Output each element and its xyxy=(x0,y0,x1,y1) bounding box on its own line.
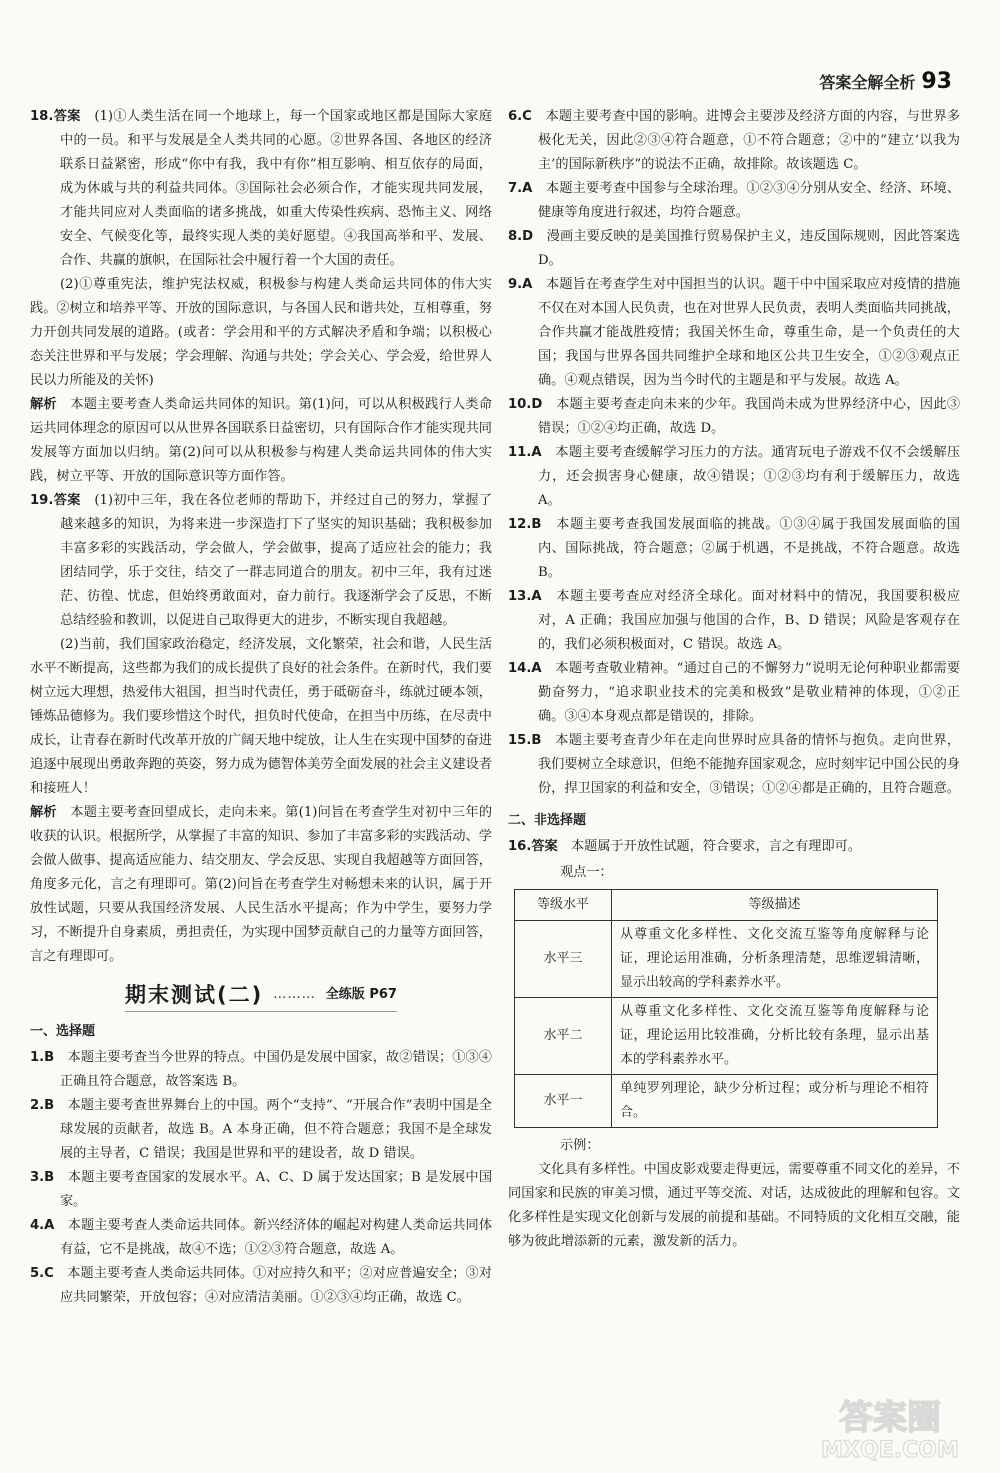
mc-text: 漫画主要反映的是美国推行贸易保护主义，违反国际规则，因此答案选 D。 xyxy=(538,229,961,268)
left-column xyxy=(30,105,492,1310)
level-table-body xyxy=(515,921,938,1128)
page-number: 93 xyxy=(921,68,952,94)
table-header-row xyxy=(515,890,938,921)
mc-text: 本题主要考查当今世界的特点。中国仍是发展中国家，故②错误；①③④正确且符合题意，故答案选 B。 xyxy=(60,1050,492,1089)
level-name: 水平三 xyxy=(515,921,612,998)
mc-item xyxy=(508,177,960,225)
exam-divider xyxy=(125,1011,397,1012)
table-header: 等级描述 xyxy=(612,890,938,921)
level-table xyxy=(514,889,938,1128)
q19-number: 19. xyxy=(30,493,54,508)
q19-part2: (2)当前，我们国家政治稳定，经济发展，文化繁荣，社会和谐，人民生活水平不断提高，这些都为我们的成长提供了良好的社会条件。在新时代，我们要树立远大理想，热爱伟大祖国，担当时代责任，勇于砥砺奋斗，练就过硬本领，锤炼品德修为。我们要珍惜这个时代，担负时代使命，在担当中历练，在尽责中成长，让青春在新时代改革开放的广阔天地中绽放，让人生在实现中国梦的奋进追逐中展现出勇敢奔跑的英姿，努力成为德智体美劳全面发展的社会主义建设者和接班人！ xyxy=(30,637,492,796)
mc-number: 3.B xyxy=(30,1170,55,1185)
mc-text: 本题主要考查中国参与全球治理。①②③④分别从安全、经济、环境、健康等角度进行叙述，均符合题意。 xyxy=(538,181,961,220)
mc-text: 本题主要考查人类命运共同体。新兴经济体的崛起对构建人类命运共同体有益，它不是挑战，故④不选；①②③符合题意，故选 A。 xyxy=(60,1218,493,1257)
mc-item xyxy=(508,513,960,585)
q16-text: 本题属于开放性试题，符合要求，言之有理即可。 xyxy=(570,839,862,854)
page-header xyxy=(819,66,952,96)
q18-analysis-text: 本题主要考查人类命运共同体的知识。第(1)问，可以从积极践行人类命运共同体理念的原因可以从世界各国联系日益密切，只有国际合作才能实现共同发展等方面加以归纳。第(2)问可以从积极参与构建人类命运共同体的伟大实践，树立平等、开放的国际意识等方面作答。 xyxy=(30,397,493,484)
mc-number: 14.A xyxy=(508,661,542,676)
left-mc-list xyxy=(30,1046,492,1310)
mc-text: 本题主要考查应对经济全球化。面对材料中的情况，我国要积极应对，A 正确；我国应加强与他国的合作，B、D 错误；风险是客观存在的，我们必须积极面对，C 错误。故选 A。 xyxy=(538,589,961,652)
mc-item xyxy=(508,441,960,513)
q16-answer xyxy=(508,835,960,859)
q18-part2: (2)①尊重宪法，维护宪法权威，积极参与构建人类命运共同体的伟大实践。②树立和培养平等、开放的国际意识，与各国人民和谐共处，互相尊重，努力开创共同发展的道路。(或者：学会用和平的方式解决矛盾和争端；以积极心态关注世界和平与发展；学会理解、沟通与共处；学会关心、学会爱，给世界人民以力所能及的关怀) xyxy=(30,277,492,388)
mc-number: 2.B xyxy=(30,1098,55,1113)
mc-text: 本题主要考查走向未来的少年。我国尚未成为世界经济中心，因此③错误；①②④均正确，故选 D。 xyxy=(538,397,961,436)
mc-item xyxy=(508,273,960,393)
mc-number: 8.D xyxy=(508,229,534,244)
mc-text: 本题主要考查中国的影响。进博会主要涉及经济方面的内容，与世界多极化无关，因此②③④符合题意，①不符合题意；②中的“建立‘以我为主’的国际新秩序”的说法不正确，故排除。故该题选 C。 xyxy=(538,109,961,172)
q16-number: 16. xyxy=(508,839,532,854)
q19-analysis-text: 本题主要考查回望成长，走向未来。第(1)问旨在考查学生对初中三年的收获的认识。根据所学，从掌握了丰富的知识、参加了丰富多彩的实践活动、学会做人做事、提高适应能力、结交朋友、学会反思、实现自我超越等方面回答，角度多元化，言之有理即可。第(2)问旨在考查学生对畅想未来的认识，属于开放性试题，只要从我国经济发展、人民生活水平提高；作为中学生，要努力学习，不断提升自身素质，勇担责任，为实现中国梦贡献自己的力量等方面回答，言之有理即可。 xyxy=(30,805,493,964)
mc-number: 11.A xyxy=(508,445,542,460)
level-name: 水平二 xyxy=(515,998,612,1075)
q19-part1: (1)初中三年，我在各位老师的帮助下，并经过自己的努力，掌握了越来越多的知识，为将来进一步深造打下了坚实的知识基础；我积极参加丰富多彩的实践活动，学会做人，学会做事，提高了适应社会的能力；我团结同学，乐于交往，结交了一群志同道合的朋友。初中三年，我有过迷茫、彷徨、忧虑，但始终勇敢面对，奋力前行。我逐渐学会了反思，不断总结经验和教训，以促进自己取得更大的进步，不断实现自我超越。 xyxy=(60,493,493,628)
mc-item xyxy=(508,585,960,657)
q18-analysis xyxy=(30,393,492,489)
mc-number: 4.A xyxy=(30,1218,55,1233)
mc-item xyxy=(30,1166,492,1214)
section-choice-heading: 一、选择题 xyxy=(30,1024,96,1039)
mc-item xyxy=(30,1262,492,1310)
mc-number: 15.B xyxy=(508,733,542,748)
mc-text: 本题主要考查我国发展面临的挑战。①③④属于我国发展面临的国内、国际挑战，符合题意；②属于机遇，不是挑战，不符合题意。故选 B。 xyxy=(538,517,960,580)
watermark-line2: MXQE.COM xyxy=(821,1438,959,1463)
q19-analysis xyxy=(30,801,492,969)
right-column xyxy=(508,105,960,1254)
mc-number: 9.A xyxy=(508,277,533,292)
answer-label: 答案 xyxy=(53,493,81,508)
exam-title: 期末测试(二) xyxy=(125,983,264,1007)
table-row xyxy=(515,921,938,998)
table-row xyxy=(515,998,938,1075)
q18-number: 18. xyxy=(30,109,54,124)
watermark-logo xyxy=(800,1391,980,1463)
answer-label: 答案 xyxy=(53,109,81,124)
mc-number: 5.C xyxy=(30,1266,54,1281)
section-nonchoice-heading: 二、非选择题 xyxy=(508,813,587,828)
answer-label: 答案 xyxy=(531,839,558,854)
header-title: 答案全解全析 xyxy=(819,72,916,92)
mc-item xyxy=(30,1214,492,1262)
level-desc: 从尊重文化多样性、文化交流互鉴等角度解释与论证，理论运用比较准确，分析比较有条理，显示出基本的学科素养水平。 xyxy=(612,998,938,1075)
viewpoint-label: 观点一： xyxy=(560,865,613,880)
mc-number: 6.C xyxy=(508,109,532,124)
mc-item xyxy=(508,657,960,729)
mc-text: 本题主要考查人类命运共同体。①对应持久和平；②对应普遍安全；③对应共同繁荣，开放包容；④对应清洁美丽。①②③④均正确，故选 C。 xyxy=(60,1266,493,1305)
mc-item xyxy=(508,729,960,801)
exam-heading xyxy=(30,983,492,1007)
right-mc-list xyxy=(508,105,960,801)
mc-item xyxy=(508,225,960,273)
mc-item xyxy=(508,105,960,177)
exam-ref: 全练版 P67 xyxy=(325,987,397,1002)
mc-item xyxy=(30,1094,492,1166)
mc-number: 13.A xyxy=(508,589,542,604)
mc-item xyxy=(30,1046,492,1094)
table-row xyxy=(515,1075,938,1128)
mc-number: 1.B xyxy=(30,1050,55,1065)
mc-text: 本题旨在考查学生对中国担当的认识。题干中中国采取应对疫情的措施不仅在对本国人民负责，也在对世界人民负责，表明人类面临共同挑战，合作共赢才能战胜疫情；我国关怀生命，尊重生命，是一个负责任的大国；我国与世界各国共同维护全球和地区公共卫生安全，①②③观点正确。④观点错误，因为当今时代的主题是和平与发展。故选 A。 xyxy=(538,277,961,388)
level-desc: 从尊重文化多样性、文化交流互鉴等角度解释与论证，理论运用准确，分析条理清楚，思维逻辑清晰，显示出较高的学科素养水平。 xyxy=(612,921,938,998)
table-header: 等级水平 xyxy=(515,890,612,921)
analysis-label: 解析 xyxy=(30,397,57,412)
example-label: 示例： xyxy=(560,1138,600,1153)
level-name: 水平一 xyxy=(515,1075,612,1128)
watermark-line1: 答案圈 xyxy=(839,1398,941,1438)
mc-text: 本题主要考查青少年在走向世界时应具备的情怀与抱负。走向世界，我们要树立全球意识，但绝不能抛弃国家观念，应时刻牢记中国公民的身份，捍卫国家的利益和安全，③错误；①②④都是正确的，且符合题意。 xyxy=(538,733,961,796)
mc-number: 12.B xyxy=(508,517,542,532)
q18-part1: (1)①人类生活在同一个地球上，每一个国家或地区都是国际大家庭中的一员。和平与发展是全人类共同的心愿。②世界各国、各地区的经济联系日益紧密，形成“你中有我，我中有你”相互影响、相互依存的局面，成为休戚与共的利益共同体。③国际社会必须合作，才能实现共同发展，才能共同应对人类面临的诸多挑战，如重大传染性疾病、恐怖主义、网络安全、气候变化等，最终实现人类的美好愿望。④我国高举和平、发展、合作、共赢的旗帜，在国际社会中履行着一个大国的责任。 xyxy=(60,109,493,268)
mc-number: 10.D xyxy=(508,397,543,412)
mc-text: 本题主要考查缓解学习压力的方法。通宵玩电子游戏不仅不会缓解压力，还会损害身心健康，故④错误；①②③均有利于缓解压力，故选 A。 xyxy=(538,445,961,508)
analysis-label: 解析 xyxy=(30,805,57,820)
mc-number: 7.A xyxy=(508,181,533,196)
mc-text: 本题主要考查国家的发展水平。A、C、D 属于发达国家；B 是发展中国家。 xyxy=(60,1170,493,1209)
q19-answer xyxy=(30,489,492,633)
q18-answer xyxy=(30,105,492,273)
exam-dots: ……… xyxy=(273,987,316,1002)
mc-text: 本题考查敬业精神。“通过自己的不懈努力”说明无论何种职业都需要勤奋努力，“追求职业技术的完美和极致”是敬业精神的体现，①②正确。③④本身观点都是错误的，排除。 xyxy=(538,661,961,724)
level-desc: 单纯罗列理论，缺少分析过程；或分析与理论不相符合。 xyxy=(612,1075,938,1128)
mc-item xyxy=(508,393,960,441)
example-text: 文化具有多样性。中国皮影戏要走得更远，需要尊重不同文化的差异，不同国家和民族的审美习惯，通过平等交流、对话，达成彼此的理解和包容。文化多样性是实现文化创新与发展的前提和基础。不同特质的文化相互交融，能够为彼此增添新的元素，激发新的活力。 xyxy=(508,1162,960,1249)
mc-text: 本题主要考查世界舞台上的中国。两个“支持”、“开展合作”表明中国是全球发展的贡献者，故选 B。A 本身正确，但不符合题意；我国不是全球发展的主导者，C 错误；我国是世界和平的建设者，故 D 错误。 xyxy=(60,1098,493,1161)
